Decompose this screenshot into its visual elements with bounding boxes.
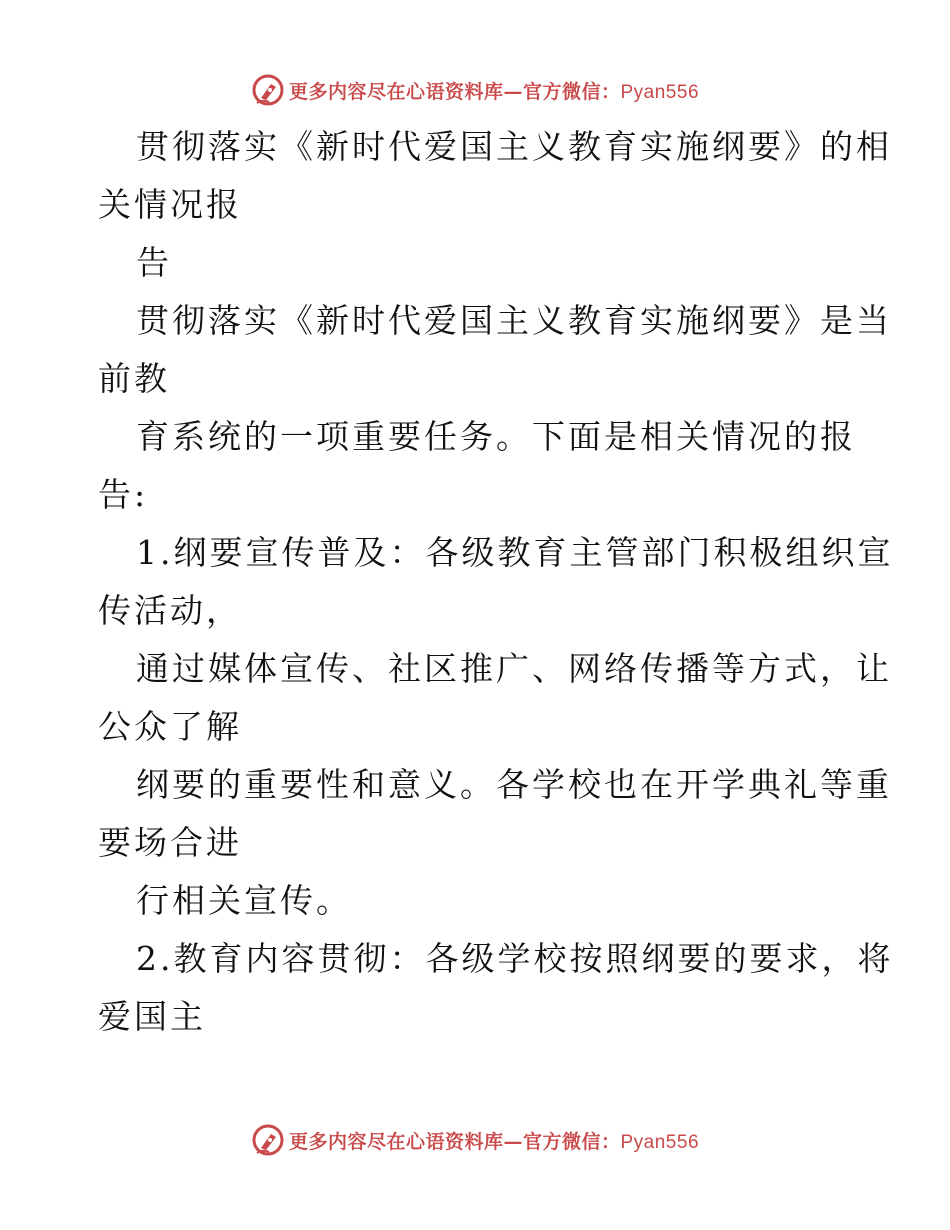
text-line: 纲要的重要性和意义。各学校也在开学典礼等重: [136, 765, 892, 804]
watermark-wechat-id: Pyan556: [620, 81, 700, 103]
text-line: 公众了解: [98, 707, 242, 746]
watermark-text: 更多内容尽在心语资料库—官方微信：Pyan556: [288, 80, 700, 103]
footer-watermark: [0, 1120, 950, 1160]
text-line: 爱国主: [98, 997, 206, 1036]
text-line: 传活动，: [98, 591, 242, 630]
text-line: 告:: [98, 475, 149, 514]
text-line: 通过媒体宣传、社区推广、网络传播等方式，让: [136, 649, 892, 688]
pen-nib-circle-icon: [251, 1123, 285, 1157]
text-line: 告: [136, 243, 172, 282]
text-line: 行相关宣传。: [136, 881, 352, 920]
header-watermark: [0, 70, 950, 110]
watermark-wechat-id: Pyan556: [620, 1131, 700, 1153]
text-line: 1.纲要宣传普及：各级教育主管部门积极组织宣: [136, 533, 894, 572]
text-line: 关情况报: [98, 185, 242, 224]
text-line: 育系统的一项重要任务。下面是相关情况的报: [136, 417, 856, 456]
text-line: 2.教育内容贯彻：各级学校按照纲要的要求，将: [136, 939, 894, 978]
watermark-text: 更多内容尽在心语资料库—官方微信：Pyan556: [288, 1130, 700, 1153]
pen-nib-circle-icon: [251, 73, 285, 107]
document-body: [98, 118, 894, 1046]
text-line: 前教: [98, 359, 170, 398]
text-line: 要场合进: [98, 823, 242, 862]
text-line: 贯彻落实《新时代爱国主义教育实施纲要》的相: [136, 127, 892, 166]
text-line: 贯彻落实《新时代爱国主义教育实施纲要》是当: [136, 301, 892, 340]
